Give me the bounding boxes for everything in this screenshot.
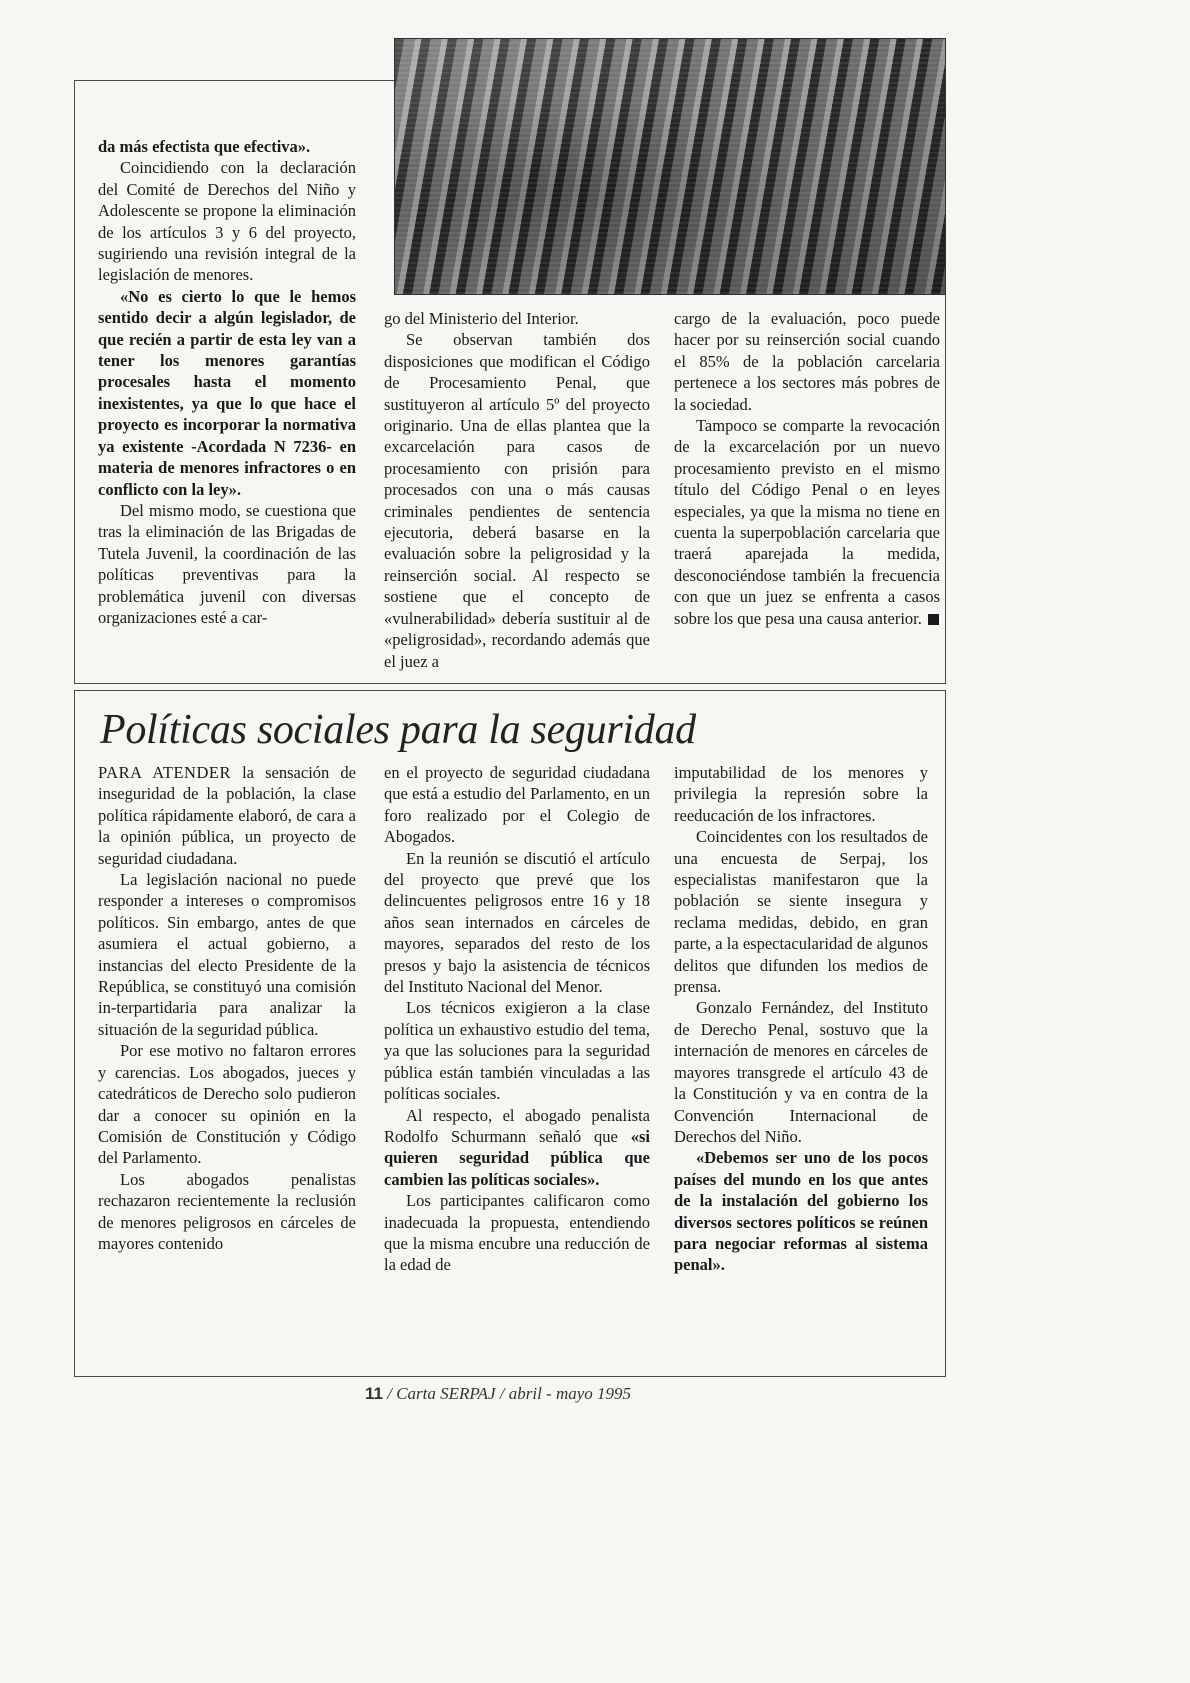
quote-paragraph: Al respecto, el abogado penalista Rodolfo Schurmann señaló que «si quieren seguridad pública que cambien las políticas sociales».	[384, 1105, 650, 1189]
paragraph: Coincidentes con los resultados de una encuesta de Serpaj, los especialistas manifestaron que la población se siente insegura y reclama medidas, debido, en gran parte, a la espectacularidad de algunos delitos que difunden los medios de prensa.	[674, 827, 928, 997]
paragraph: PARA ATENDER la sensación de inseguridad de la población, la clase política rápidamente elaboró, de cara a la opinión pública, un proyecto de seguridad ciudadana.	[98, 763, 356, 868]
paragraph: Los abogados penalistas rechazaron recientemente la reclusión de menores peligrosos en cárceles de mayores contenido	[98, 1169, 356, 1253]
top-column-2	[384, 308, 650, 681]
paragraph: Se observan también dos disposiciones que modifican el Código de Procesamiento Penal, que sustituyeron al artículo 5º del proyecto originario. Una de ellas plantea que la excarcelación para casos de procesamiento con prisión para procesados con una o más causas criminales pendientes de sentencia ejecutoria, deberá basarse en la evaluación sobre la peligrosidad y la reinserción social. Al respecto se sostiene que el concepto de «vulnerabilidad» debería sustituir al de «peligrosidad», recordando además que el juez a	[384, 330, 650, 671]
paragraph: go del Ministerio del Interior.	[384, 309, 579, 328]
photo-overlay	[395, 39, 945, 294]
quote-paragraph: «No es cierto lo que le hemos sentido decir a algún legislador, de que recién a partir de esta ley van a tener los menores garantías procesales hasta el momento inexistentes, ya que lo que hace el proyecto es incorporar la normativa ya existente -Acordada N 7236- en materia de menores infractores o en conflicto con la ley».	[98, 286, 356, 499]
paragraph: Los técnicos exigieron a la clase política un exhaustivo estudio del tema, ya que las soluciones para la seguridad pública están también vinculadas a las políticas sociales.	[384, 998, 650, 1104]
paragraph: Del mismo modo, se cuestiona que tras la eliminación de las Brigadas de Tutela Juvenil, la coordinación de las políticas preventivas para la problemática juvenil con diversas organizaciones esté a car-	[98, 500, 356, 627]
paragraph: da más efectista que efectiva».	[98, 137, 311, 156]
paragraph: Tampoco se comparte la revocación de la excarcelación por un nuevo procesamiento previsto en el mismo título del Código Penal o en leyes especiales, ya que la misma no tiene en cuenta la superpoblación carcelaria que traerá aparejada la medida, desconociéndose también la frecuencia con que un juez se enfrenta a casos sobre los que pesa una causa anterior.	[674, 416, 940, 628]
paragraph: En la reunión se discutió el artículo del proyecto que prevé que los delincuentes peligrosos entre 16 y 18 años sean internados en cárceles de mayores, separados del resto de los presos y bajo la asistencia de técnicos del Instituto Nacional del Menor.	[384, 848, 650, 997]
paragraph: Coincidiendo con la declaración del Comité de Derechos del Niño y Adolescente se propone la eliminación de los artículos 3 y 6 del proyecto, sugiriendo una revisión integral de la legislación de menores.	[98, 158, 356, 285]
paragraph: Los participantes calificaron como inadecuada la propuesta, entendiendo que la misma encubre una reducción de la edad de	[384, 1191, 650, 1275]
paragraph: La legislación nacional no puede responder a intereses o compromisos políticos. Sin embargo, antes de que asumiera el actual gobierno, a instancias del electo Presidente de la República, se constituyó una comisión in-terpartidaria para analizar la situación de la seguridad pública.	[98, 870, 356, 1039]
publication-info: / Carta SERPAJ / abril - mayo 1995	[382, 1384, 632, 1403]
paragraph: cargo de la evaluación, poco puede hacer por su reinserción social cuando el 85% de la población carcelaria pertenece a los sectores más pobres de la sociedad.	[674, 309, 940, 414]
page-footer	[365, 1384, 631, 1404]
article-headline: Políticas sociales para la seguridad	[100, 707, 696, 753]
article-photo	[394, 38, 946, 295]
second-column-2	[384, 762, 650, 1367]
top-column-1	[98, 136, 356, 681]
page-number: 11	[365, 1384, 383, 1403]
top-column-3	[674, 308, 940, 681]
paragraph: imputabilidad de los menores y privilegia la represión sobre la reeducación de los infractores.	[674, 763, 928, 825]
second-column-1	[98, 762, 356, 1367]
paragraph: Gonzalo Fernández, del Instituto de Derecho Penal, sostuvo que la internación de menores en cárceles de mayores transgrede el artículo 43 de la Constitución y va en contra de la Convención Internacional de Derechos del Niño.	[674, 998, 928, 1146]
paragraph: Por ese motivo no faltaron errores y carencias. Los abogados, jueces y catedráticos de Derecho solo pudieron dar a conocer su opinión en la Comisión de Constitución y Código del Parlamento.	[98, 1041, 356, 1168]
paragraph: en el proyecto de seguridad ciudadana que está a estudio del Parlamento, en un foro realizado por el Colegio de Abogados.	[384, 763, 650, 847]
second-column-3	[674, 762, 928, 1367]
end-mark-icon	[928, 614, 939, 625]
quote-paragraph: «Debemos ser uno de los pocos países del mundo en los que antes de la instalación del gobierno los diversos sectores políticos se reúnen para negociar reformas al sistema penal».	[674, 1148, 928, 1275]
